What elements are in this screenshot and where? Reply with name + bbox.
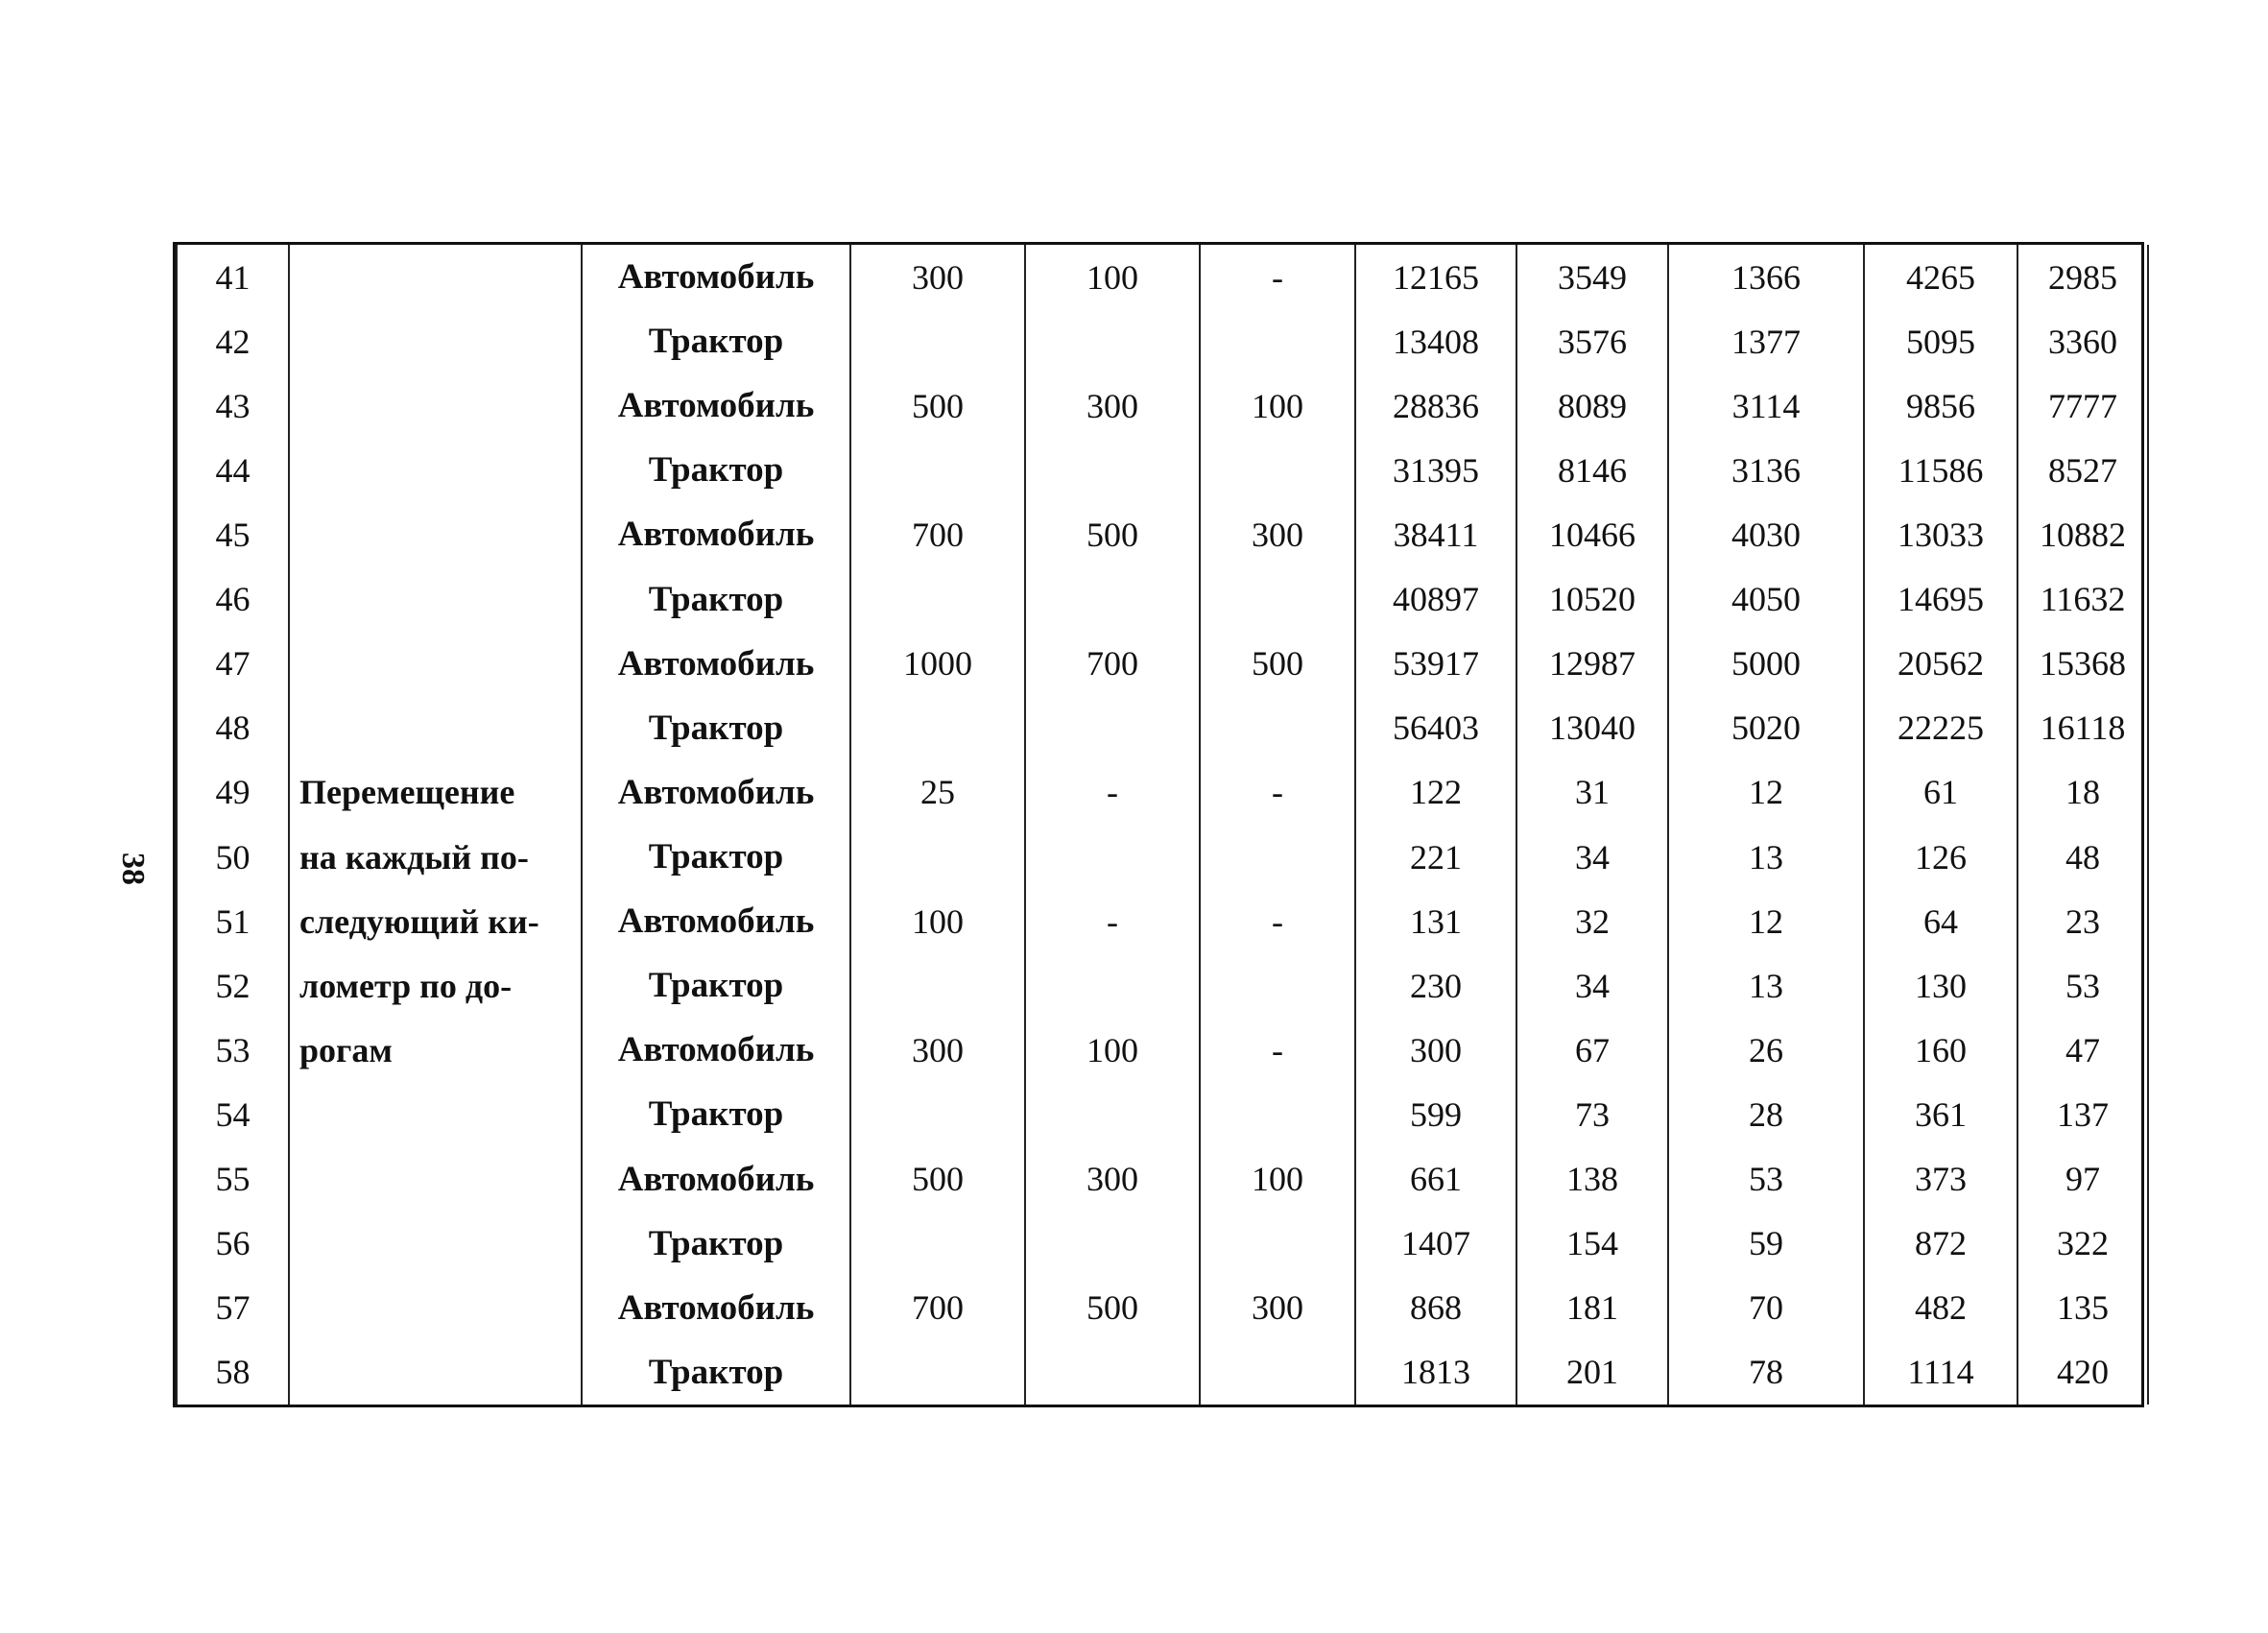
- value-cell-5: 18: [2017, 760, 2148, 825]
- table-row: [177, 567, 2148, 632]
- row-number-cell: 52: [177, 953, 289, 1018]
- vehicle-type-cell: Трактор: [582, 309, 850, 373]
- table-row: [177, 1340, 2148, 1405]
- distance-cell-3: -: [1200, 760, 1355, 825]
- value-cell-2: 12987: [1516, 632, 1668, 696]
- distance-cell-2: [1025, 309, 1200, 373]
- value-cell-4: 14695: [1864, 567, 2017, 632]
- value-cell-5: 7777: [2017, 373, 2148, 438]
- value-cell-1: 661: [1355, 1147, 1516, 1212]
- value-cell-3: 59: [1668, 1212, 1864, 1276]
- value-cell-5: 11632: [2017, 567, 2148, 632]
- distance-cell-2: [1025, 1340, 1200, 1405]
- value-cell-4: 482: [1864, 1276, 2017, 1340]
- distance-cell-3: [1200, 1340, 1355, 1405]
- distance-cell-3: -: [1200, 1018, 1355, 1082]
- value-cell-3: 53: [1668, 1147, 1864, 1212]
- value-cell-3: 5020: [1668, 696, 1864, 760]
- value-cell-5: 97: [2017, 1147, 2148, 1212]
- distance-cell-2: 100: [1025, 245, 1200, 309]
- distance-cell-3: 300: [1200, 502, 1355, 566]
- distance-cell-1: 700: [850, 502, 1025, 566]
- row-number-cell: 55: [177, 1147, 289, 1212]
- description-cell: [289, 1340, 582, 1405]
- value-cell-2: 34: [1516, 825, 1668, 889]
- value-cell-4: 64: [1864, 889, 2017, 953]
- value-cell-2: 13040: [1516, 696, 1668, 760]
- row-number-cell: 50: [177, 825, 289, 889]
- value-cell-3: 13: [1668, 953, 1864, 1018]
- distance-cell-1: 500: [850, 373, 1025, 438]
- vehicle-type-cell: Автомобиль: [582, 373, 850, 438]
- description-cell: [289, 373, 582, 438]
- row-number-cell: 54: [177, 1082, 289, 1146]
- description-cell: Перемещение: [289, 760, 582, 825]
- description-cell: [289, 309, 582, 373]
- distance-cell-1: 700: [850, 1276, 1025, 1340]
- description-cell: рогам: [289, 1018, 582, 1082]
- value-cell-1: 12165: [1355, 245, 1516, 309]
- value-cell-5: 322: [2017, 1212, 2148, 1276]
- distance-cell-3: [1200, 1082, 1355, 1146]
- distance-cell-3: [1200, 438, 1355, 502]
- value-cell-1: 56403: [1355, 696, 1516, 760]
- distance-cell-3: 100: [1200, 373, 1355, 438]
- value-cell-2: 10466: [1516, 502, 1668, 566]
- vehicle-type-cell: Трактор: [582, 1082, 850, 1146]
- distance-cell-1: [850, 567, 1025, 632]
- description-cell: [289, 245, 582, 309]
- row-number-cell: 57: [177, 1276, 289, 1340]
- value-cell-3: 1377: [1668, 309, 1864, 373]
- distance-cell-2: 100: [1025, 1018, 1200, 1082]
- vehicle-type-cell: Автомобиль: [582, 1147, 850, 1212]
- distance-cell-2: [1025, 1212, 1200, 1276]
- value-cell-4: 11586: [1864, 438, 2017, 502]
- distance-cell-3: 100: [1200, 1147, 1355, 1212]
- description-cell: [289, 1082, 582, 1146]
- value-cell-2: 31: [1516, 760, 1668, 825]
- distance-cell-2: 500: [1025, 1276, 1200, 1340]
- value-cell-1: 1407: [1355, 1212, 1516, 1276]
- description-cell: следующий ки-: [289, 889, 582, 953]
- value-cell-1: 230: [1355, 953, 1516, 1018]
- value-cell-1: 40897: [1355, 567, 1516, 632]
- value-cell-3: 5000: [1668, 632, 1864, 696]
- table-row: [177, 1018, 2148, 1082]
- value-cell-5: 15368: [2017, 632, 2148, 696]
- vehicle-type-cell: Трактор: [582, 567, 850, 632]
- value-cell-2: 8089: [1516, 373, 1668, 438]
- row-number-cell: 47: [177, 632, 289, 696]
- vehicle-type-cell: Трактор: [582, 1212, 850, 1276]
- value-cell-5: 10882: [2017, 502, 2148, 566]
- value-cell-3: 3136: [1668, 438, 1864, 502]
- value-cell-3: 12: [1668, 760, 1864, 825]
- table-row: [177, 502, 2148, 566]
- row-number-cell: 58: [177, 1340, 289, 1405]
- value-cell-2: 181: [1516, 1276, 1668, 1340]
- table-row: [177, 373, 2148, 438]
- description-cell: [289, 438, 582, 502]
- value-cell-5: 135: [2017, 1276, 2148, 1340]
- row-number-cell: 41: [177, 245, 289, 309]
- vehicle-type-cell: Автомобиль: [582, 502, 850, 566]
- description-cell: [289, 1276, 582, 1340]
- value-cell-4: 4265: [1864, 245, 2017, 309]
- value-cell-5: 8527: [2017, 438, 2148, 502]
- value-cell-4: 130: [1864, 953, 2017, 1018]
- value-cell-4: 61: [1864, 760, 2017, 825]
- value-cell-3: 3114: [1668, 373, 1864, 438]
- table-row: [177, 1276, 2148, 1340]
- row-number-cell: 56: [177, 1212, 289, 1276]
- distance-cell-1: 100: [850, 889, 1025, 953]
- distance-cell-3: [1200, 1212, 1355, 1276]
- description-cell: [289, 567, 582, 632]
- value-cell-3: 1366: [1668, 245, 1864, 309]
- table-row: [177, 1082, 2148, 1146]
- vehicle-type-cell: Трактор: [582, 438, 850, 502]
- row-number-cell: 43: [177, 373, 289, 438]
- description-cell: [289, 1147, 582, 1212]
- row-number-cell: 44: [177, 438, 289, 502]
- distance-cell-2: 700: [1025, 632, 1200, 696]
- description-cell: на каждый по-: [289, 825, 582, 889]
- table-row: [177, 245, 2148, 309]
- value-cell-4: 1114: [1864, 1340, 2017, 1405]
- distance-cell-1: 25: [850, 760, 1025, 825]
- data-table: [173, 242, 2144, 1407]
- value-cell-1: 53917: [1355, 632, 1516, 696]
- distance-cell-3: [1200, 825, 1355, 889]
- distance-cell-1: [850, 696, 1025, 760]
- value-cell-4: 160: [1864, 1018, 2017, 1082]
- distance-cell-1: 300: [850, 245, 1025, 309]
- row-number-cell: 49: [177, 760, 289, 825]
- value-cell-3: 28: [1668, 1082, 1864, 1146]
- vehicle-type-cell: Трактор: [582, 825, 850, 889]
- page-number: 38: [115, 853, 151, 885]
- distance-cell-2: 300: [1025, 373, 1200, 438]
- rates-table: [176, 245, 2149, 1405]
- distance-cell-2: [1025, 825, 1200, 889]
- value-cell-1: 131: [1355, 889, 1516, 953]
- distance-cell-3: -: [1200, 889, 1355, 953]
- value-cell-2: 67: [1516, 1018, 1668, 1082]
- value-cell-1: 868: [1355, 1276, 1516, 1340]
- distance-cell-3: [1200, 567, 1355, 632]
- value-cell-2: 3576: [1516, 309, 1668, 373]
- distance-cell-1: [850, 953, 1025, 1018]
- distance-cell-3: [1200, 696, 1355, 760]
- value-cell-1: 1813: [1355, 1340, 1516, 1405]
- distance-cell-2: 500: [1025, 502, 1200, 566]
- value-cell-5: 23: [2017, 889, 2148, 953]
- value-cell-5: 47: [2017, 1018, 2148, 1082]
- table-row: [177, 760, 2148, 825]
- distance-cell-2: 300: [1025, 1147, 1200, 1212]
- distance-cell-1: 300: [850, 1018, 1025, 1082]
- description-cell: [289, 1212, 582, 1276]
- value-cell-3: 13: [1668, 825, 1864, 889]
- vehicle-type-cell: Автомобиль: [582, 760, 850, 825]
- description-cell: лометр по до-: [289, 953, 582, 1018]
- table-row: [177, 825, 2148, 889]
- distance-cell-2: -: [1025, 889, 1200, 953]
- value-cell-3: 12: [1668, 889, 1864, 953]
- distance-cell-1: [850, 309, 1025, 373]
- value-cell-5: 53: [2017, 953, 2148, 1018]
- value-cell-1: 28836: [1355, 373, 1516, 438]
- distance-cell-3: [1200, 309, 1355, 373]
- value-cell-4: 872: [1864, 1212, 2017, 1276]
- table-row: [177, 1147, 2148, 1212]
- value-cell-2: 10520: [1516, 567, 1668, 632]
- value-cell-3: 78: [1668, 1340, 1864, 1405]
- vehicle-type-cell: Трактор: [582, 953, 850, 1018]
- row-number-cell: 45: [177, 502, 289, 566]
- value-cell-3: 4030: [1668, 502, 1864, 566]
- table-row: [177, 438, 2148, 502]
- distance-cell-2: [1025, 953, 1200, 1018]
- vehicle-type-cell: Автомобиль: [582, 245, 850, 309]
- table-row: [177, 309, 2148, 373]
- value-cell-2: 3549: [1516, 245, 1668, 309]
- value-cell-5: 48: [2017, 825, 2148, 889]
- value-cell-3: 26: [1668, 1018, 1864, 1082]
- vehicle-type-cell: Трактор: [582, 1340, 850, 1405]
- distance-cell-3: 500: [1200, 632, 1355, 696]
- value-cell-2: 138: [1516, 1147, 1668, 1212]
- distance-cell-2: [1025, 696, 1200, 760]
- value-cell-2: 8146: [1516, 438, 1668, 502]
- value-cell-5: 137: [2017, 1082, 2148, 1146]
- vehicle-type-cell: Автомобиль: [582, 632, 850, 696]
- row-number-cell: 51: [177, 889, 289, 953]
- value-cell-4: 361: [1864, 1082, 2017, 1146]
- value-cell-5: 3360: [2017, 309, 2148, 373]
- row-number-cell: 53: [177, 1018, 289, 1082]
- row-number-cell: 46: [177, 567, 289, 632]
- value-cell-2: 154: [1516, 1212, 1668, 1276]
- distance-cell-1: [850, 825, 1025, 889]
- value-cell-4: 9856: [1864, 373, 2017, 438]
- value-cell-4: 126: [1864, 825, 2017, 889]
- table-row: [177, 1212, 2148, 1276]
- value-cell-4: 22225: [1864, 696, 2017, 760]
- distance-cell-2: [1025, 438, 1200, 502]
- value-cell-1: 13408: [1355, 309, 1516, 373]
- distance-cell-3: [1200, 953, 1355, 1018]
- table-row: [177, 696, 2148, 760]
- value-cell-4: 373: [1864, 1147, 2017, 1212]
- value-cell-1: 38411: [1355, 502, 1516, 566]
- value-cell-1: 300: [1355, 1018, 1516, 1082]
- value-cell-1: 122: [1355, 760, 1516, 825]
- value-cell-5: 16118: [2017, 696, 2148, 760]
- value-cell-2: 32: [1516, 889, 1668, 953]
- value-cell-3: 4050: [1668, 567, 1864, 632]
- distance-cell-3: -: [1200, 245, 1355, 309]
- distance-cell-2: [1025, 567, 1200, 632]
- distance-cell-1: [850, 1340, 1025, 1405]
- value-cell-5: 420: [2017, 1340, 2148, 1405]
- value-cell-2: 34: [1516, 953, 1668, 1018]
- vehicle-type-cell: Автомобиль: [582, 1276, 850, 1340]
- value-cell-2: 73: [1516, 1082, 1668, 1146]
- vehicle-type-cell: Автомобиль: [582, 889, 850, 953]
- value-cell-2: 201: [1516, 1340, 1668, 1405]
- description-cell: [289, 696, 582, 760]
- row-number-cell: 48: [177, 696, 289, 760]
- table-row: [177, 953, 2148, 1018]
- value-cell-4: 20562: [1864, 632, 2017, 696]
- value-cell-4: 5095: [1864, 309, 2017, 373]
- distance-cell-1: [850, 438, 1025, 502]
- description-cell: [289, 502, 582, 566]
- distance-cell-1: [850, 1082, 1025, 1146]
- table-row: [177, 632, 2148, 696]
- value-cell-1: 599: [1355, 1082, 1516, 1146]
- vehicle-type-cell: Трактор: [582, 696, 850, 760]
- value-cell-3: 70: [1668, 1276, 1864, 1340]
- value-cell-1: 31395: [1355, 438, 1516, 502]
- distance-cell-1: [850, 1212, 1025, 1276]
- distance-cell-2: [1025, 1082, 1200, 1146]
- distance-cell-1: 1000: [850, 632, 1025, 696]
- vehicle-type-cell: Автомобиль: [582, 1018, 850, 1082]
- distance-cell-3: 300: [1200, 1276, 1355, 1340]
- table-row: [177, 889, 2148, 953]
- distance-cell-1: 500: [850, 1147, 1025, 1212]
- value-cell-5: 2985: [2017, 245, 2148, 309]
- value-cell-1: 221: [1355, 825, 1516, 889]
- table-body: [177, 245, 2148, 1405]
- value-cell-4: 13033: [1864, 502, 2017, 566]
- distance-cell-2: -: [1025, 760, 1200, 825]
- row-number-cell: 42: [177, 309, 289, 373]
- description-cell: [289, 632, 582, 696]
